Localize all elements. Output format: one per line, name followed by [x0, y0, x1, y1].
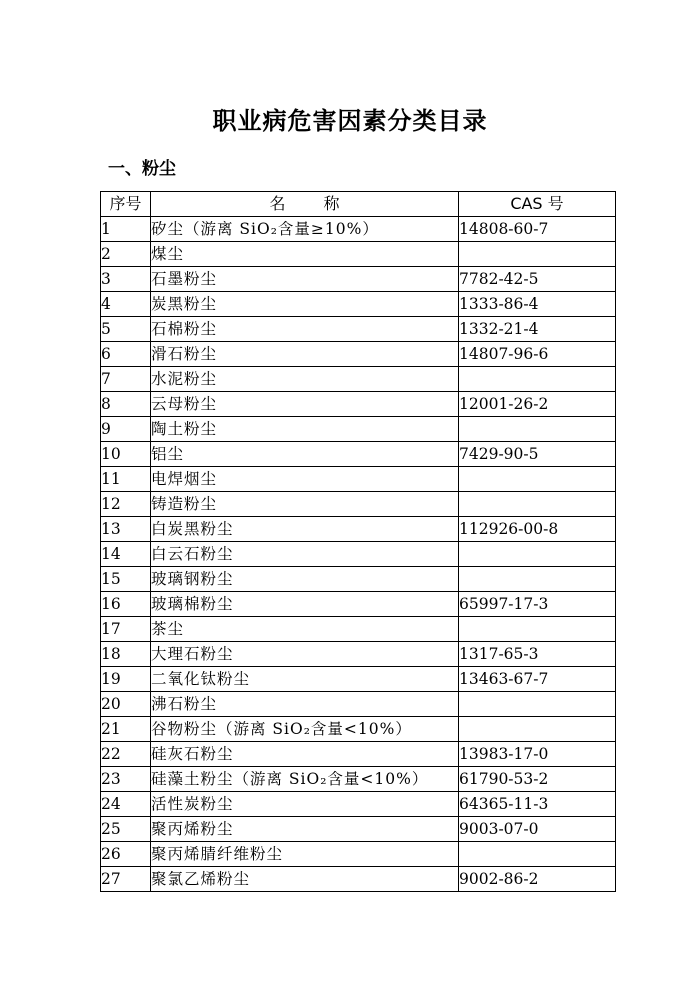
row-name: 硅灰石粉尘: [151, 742, 459, 767]
table-row: [101, 642, 616, 667]
row-cas-number: 13463-67-7: [459, 667, 616, 692]
table-row: [101, 267, 616, 292]
row-cas-number: 12001-26-2: [459, 392, 616, 417]
row-name: 石墨粉尘: [151, 267, 459, 292]
header-no: 序号: [101, 192, 151, 217]
row-name: 云母粉尘: [151, 392, 459, 417]
row-number: 20: [101, 692, 151, 717]
row-name: 陶土粉尘: [151, 417, 459, 442]
row-name: 石棉粉尘: [151, 317, 459, 342]
row-number: 12: [101, 492, 151, 517]
row-name: 二氧化钛粉尘: [151, 667, 459, 692]
header-name-label: 名称: [269, 194, 378, 213]
header-cas: CAS 号: [459, 192, 616, 217]
row-cas-number: [459, 692, 616, 717]
table-row: [101, 342, 616, 367]
row-number: 16: [101, 592, 151, 617]
row-cas-number: 9003-07-0: [459, 817, 616, 842]
row-name: 聚丙烯粉尘: [151, 817, 459, 842]
row-name: 沸石粉尘: [151, 692, 459, 717]
row-number: 26: [101, 842, 151, 867]
row-cas-number: [459, 717, 616, 742]
row-name: 茶尘: [151, 617, 459, 642]
row-cas-number: [459, 617, 616, 642]
row-name: 大理石粉尘: [151, 642, 459, 667]
table-row: [101, 317, 616, 342]
row-number: 17: [101, 617, 151, 642]
row-number: 7: [101, 367, 151, 392]
header-name: [151, 192, 459, 217]
row-cas-number: 1332-21-4: [459, 317, 616, 342]
row-cas-number: 65997-17-3: [459, 592, 616, 617]
row-number: 14: [101, 542, 151, 567]
row-name: 聚丙烯腈纤维粉尘: [151, 842, 459, 867]
table-row: [101, 742, 616, 767]
row-number: 8: [101, 392, 151, 417]
row-cas-number: [459, 367, 616, 392]
row-number: 9: [101, 417, 151, 442]
row-name: 白炭黑粉尘: [151, 517, 459, 542]
row-number: 23: [101, 767, 151, 792]
row-cas-number: 14807-96-6: [459, 342, 616, 367]
table-row: [101, 242, 616, 267]
row-cas-number: 64365-11-3: [459, 792, 616, 817]
table-row: [101, 417, 616, 442]
row-number: 15: [101, 567, 151, 592]
row-cas-number: [459, 417, 616, 442]
row-cas-number: 7429-90-5: [459, 442, 616, 467]
row-cas-number: 14808-60-7: [459, 217, 616, 242]
row-name: 谷物粉尘（游离 SiO₂含量<10%）: [151, 717, 459, 742]
row-number: 13: [101, 517, 151, 542]
section-heading: 一、粉尘: [108, 159, 176, 179]
table-row: [101, 617, 616, 642]
row-number: 10: [101, 442, 151, 467]
row-number: 21: [101, 717, 151, 742]
table-row: [101, 767, 616, 792]
table-row: [101, 542, 616, 567]
row-name: 水泥粉尘: [151, 367, 459, 392]
row-number: 5: [101, 317, 151, 342]
table-row: [101, 842, 616, 867]
row-name: 矽尘（游离 SiO₂含量≥10%）: [151, 217, 459, 242]
row-name: 铝尘: [151, 442, 459, 467]
row-number: 1: [101, 217, 151, 242]
table-header-row: [101, 192, 616, 217]
table-row: [101, 467, 616, 492]
row-number: 3: [101, 267, 151, 292]
table-row: [101, 392, 616, 417]
table-row: [101, 492, 616, 517]
row-name: 煤尘: [151, 242, 459, 267]
row-name: 铸造粉尘: [151, 492, 459, 517]
row-cas-number: 61790-53-2: [459, 767, 616, 792]
table-row: [101, 442, 616, 467]
dust-table: [100, 191, 616, 892]
table-row: [101, 667, 616, 692]
table-row: [101, 867, 616, 892]
row-cas-number: 1317-65-3: [459, 642, 616, 667]
row-number: 27: [101, 867, 151, 892]
row-cas-number: [459, 467, 616, 492]
table-row: [101, 792, 616, 817]
table-row: [101, 817, 616, 842]
row-name: 滑石粉尘: [151, 342, 459, 367]
row-number: 4: [101, 292, 151, 317]
row-name: 玻璃棉粉尘: [151, 592, 459, 617]
row-cas-number: 9002-86-2: [459, 867, 616, 892]
row-cas-number: 13983-17-0: [459, 742, 616, 767]
table-row: [101, 367, 616, 392]
table-row: [101, 217, 616, 242]
row-number: 6: [101, 342, 151, 367]
row-name: 白云石粉尘: [151, 542, 459, 567]
row-number: 22: [101, 742, 151, 767]
table-row: [101, 292, 616, 317]
row-cas-number: [459, 842, 616, 867]
row-name: 硅藻土粉尘（游离 SiO₂含量<10%）: [151, 767, 459, 792]
row-cas-number: 1333-86-4: [459, 292, 616, 317]
row-number: 19: [101, 667, 151, 692]
row-number: 2: [101, 242, 151, 267]
row-name: 电焊烟尘: [151, 467, 459, 492]
row-number: 11: [101, 467, 151, 492]
row-cas-number: [459, 567, 616, 592]
table-row: [101, 592, 616, 617]
table-body: [101, 217, 616, 892]
row-name: 聚氯乙烯粉尘: [151, 867, 459, 892]
table-row: [101, 567, 616, 592]
row-cas-number: 112926-00-8: [459, 517, 616, 542]
document-title: 职业病危害因素分类目录: [212, 107, 488, 135]
row-cas-number: [459, 492, 616, 517]
row-cas-number: 7782-42-5: [459, 267, 616, 292]
row-number: 25: [101, 817, 151, 842]
table-row: [101, 717, 616, 742]
table-row: [101, 517, 616, 542]
row-name: 玻璃钢粉尘: [151, 567, 459, 592]
row-cas-number: [459, 242, 616, 267]
row-name: 活性炭粉尘: [151, 792, 459, 817]
row-number: 18: [101, 642, 151, 667]
table-row: [101, 692, 616, 717]
row-name: 炭黑粉尘: [151, 292, 459, 317]
row-cas-number: [459, 542, 616, 567]
row-number: 24: [101, 792, 151, 817]
